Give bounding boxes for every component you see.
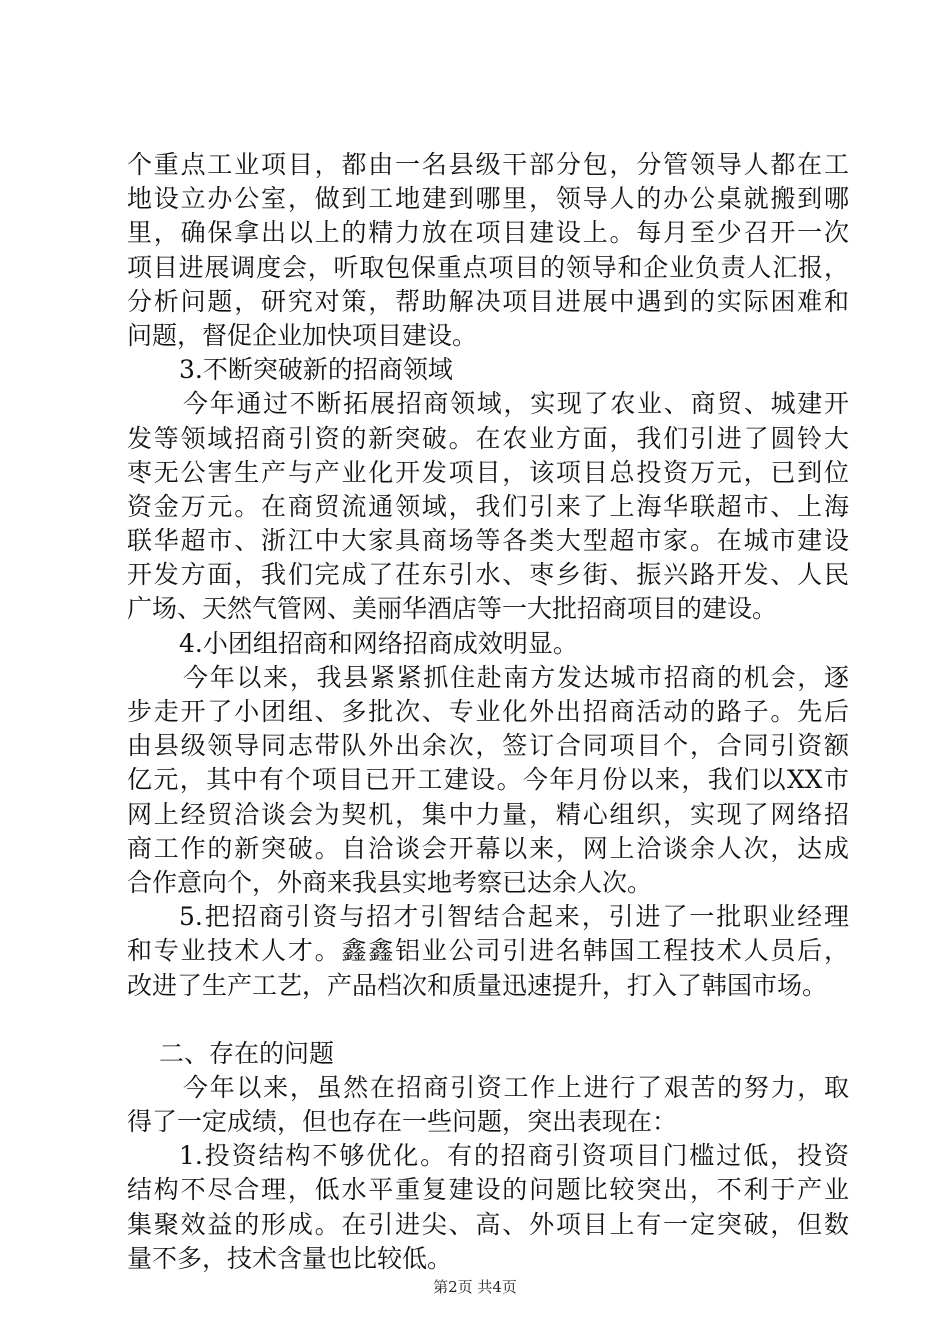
paragraph-gap [127,1003,849,1037]
text-line: 合作意向个，外商来我县实地考察已达余人次。 [127,867,653,897]
text-line: 5.把招商引资与招才引智结合起来，引进了一批职业经理 [179,902,849,932]
text-line: 今年以来，虽然在招商引资工作上进行了艰苦的努力，取 [183,1072,849,1102]
paragraph-p6 [127,1139,849,1276]
text-line: 集聚效益的形成。在引进尖、高、外项目上有一定突破，但数 [127,1209,849,1239]
document-body [127,148,849,1276]
paragraph-p4 [127,900,849,1003]
text-line: 里，确保拿出以上的精力放在项目建设上。每月至少召开一次 [127,218,849,248]
text-line: 量不多，技术含量也比较低。 [127,1243,453,1273]
text-line: 今年通过不断拓展招商领域，实现了农业、商贸、城建开 [183,389,849,419]
paragraph-p2 [127,387,849,626]
paragraph-h4 [127,627,849,661]
paragraph-p3 [127,661,849,900]
text-line: 1.投资结构不够优化。有的招商引资项目门槛过低，投资 [179,1141,849,1171]
text-line: 联华超市、浙江中大家具商场等各类大型超市家。在城市建设 [127,526,849,556]
text-line: 分析问题，研究对策，帮助解决项目进展中遇到的实际困难和 [127,286,849,316]
text-line: 资金万元。在商贸流通领域，我们引来了上海华联超市、上海 [127,491,849,521]
page-footer: 第2页 共4页 [433,1278,517,1296]
text-line: 由县级领导同志带队外出余次，签订合同项目个，合同引资额 [127,731,849,761]
text-line: 和专业技术人才。鑫鑫铝业公司引进名韩国工程技术人员后， [127,936,849,966]
text-line: 广场、天然气管网、美丽华酒店等一大批招商项目的建设。 [127,594,778,624]
text-line: 问题，督促企业加快项目建设。 [127,320,478,350]
text-line: 改进了生产工艺，产品档次和质量迅速提升，打入了韩国市场。 [127,970,828,1000]
text-line: 网上经贸洽谈会为契机，集中力量，精心组织，实现了网络招 [127,799,849,829]
paragraph-p1 [127,148,849,353]
paragraph-h3 [127,353,849,387]
text-line: 枣无公害生产与产业化开发项目，该项目总投资万元，已到位 [127,457,849,487]
text-line: 项目进展调度会，听取包保重点项目的领导和企业负责人汇报， [127,252,849,282]
text-line: 亿元，其中有个项目已开工建设。今年月份以来，我们以XX市 [127,765,849,795]
text-line: 商工作的新突破。自洽谈会开幕以来，网上洽谈余人次，达成 [127,833,849,863]
text-line: 今年以来，我县紧紧抓住赴南方发达城市招商的机会，逐 [183,662,849,692]
text-line: 4.小团组招商和网络招商成效明显。 [179,628,578,658]
paragraph-h-section2 [127,1037,849,1071]
text-line: 得了一定成绩，但也存在一些问题，突出表现在： [127,1107,678,1137]
text-line: 结构不尽合理，低水平重复建设的问题比较突出，不利于产业 [127,1175,849,1205]
text-line: 地设立办公室，做到工地建到哪里，领导人的办公桌就搬到哪 [127,184,849,214]
text-line: 个重点工业项目，都由一名县级干部分包，分管领导人都在工 [127,150,849,179]
text-line: 开发方面，我们完成了茌东引水、枣乡街、振兴路开发、人民 [127,560,849,590]
paragraph-p5 [127,1071,849,1139]
text-line: 发等领域招商引资的新突破。在农业方面，我们引进了圆铃大 [127,423,849,453]
text-line: 二、存在的问题 [159,1038,335,1068]
text-line: 步走开了小团组、多批次、专业化外出招商活动的路子。先后 [127,697,849,726]
text-line: 3.不断突破新的招商领域 [179,355,453,385]
